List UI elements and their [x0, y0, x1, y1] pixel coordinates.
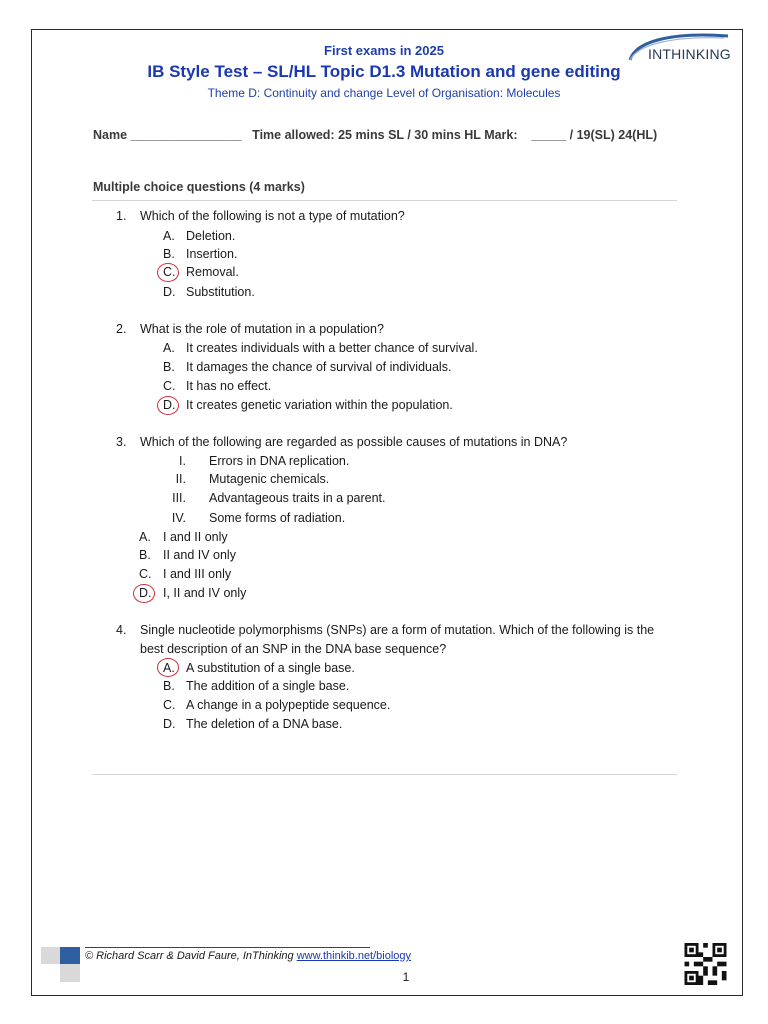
option-text: It creates genetic variation within the population. [186, 398, 453, 412]
option-text: Substitution. [186, 285, 255, 299]
option-letter: C. [163, 265, 176, 279]
section-divider [92, 200, 677, 201]
option-text: Removal. [186, 265, 239, 279]
student-info-row: Name ________________ Time allowed: 25 mins SL / 30 mins HL Mark: _____ / 19(SL) 24(HL) [93, 128, 658, 142]
option-letter: B. [163, 679, 175, 693]
option-text: I and II only [163, 530, 228, 544]
answer-circle-mark [157, 658, 179, 677]
copyright-text: © Richard Scarr & David Faure, InThinking [85, 950, 297, 962]
statement-numeral: IV. [171, 511, 186, 525]
option-text: It damages the chance of survival of individuals. [186, 360, 452, 374]
bottom-divider [92, 774, 677, 775]
option-letter: B. [163, 247, 175, 261]
question-text-line-2: best description of an SNP in the DNA base sequence? [140, 642, 447, 656]
page-number: 1 [402, 970, 410, 984]
header-subtitle: First exams in 2025 [324, 43, 444, 58]
option-text: I and III only [163, 567, 232, 581]
footer-square-blue [60, 947, 80, 964]
footer-divider [85, 947, 370, 948]
question-number: 2. [116, 322, 127, 336]
footer-square-grey [41, 947, 60, 964]
option-text: A substitution of a single base. [186, 661, 355, 675]
statement-numeral: I. [179, 454, 186, 468]
option-text: A change in a polypeptide sequence. [186, 698, 391, 712]
option-letter: C. [163, 379, 176, 393]
section-heading: Multiple choice questions (4 marks) [93, 180, 305, 194]
option-text: Insertion. [186, 247, 238, 261]
answer-circle-mark [157, 263, 179, 282]
logo-text: INTHINKING [648, 46, 731, 62]
question-number: 3. [116, 435, 127, 449]
option-text: It creates individuals with a better chance of survival. [186, 341, 478, 355]
question-number: 1. [116, 209, 127, 223]
page-title: IB Style Test – SL/HL Topic D1.3 Mutation and gene editing [147, 62, 621, 81]
inthinking-logo [626, 30, 730, 70]
option-letter: A. [163, 341, 175, 355]
footer-copyright [85, 950, 411, 962]
option-text: II and IV only [163, 548, 236, 562]
statement-text: Mutagenic chemicals. [209, 472, 330, 486]
option-letter: B. [163, 360, 175, 374]
option-letter: D. [163, 285, 176, 299]
option-letter: A. [163, 229, 175, 243]
question-text: Which of the following is not a type of mutation? [140, 209, 405, 223]
statement-numeral: III. [172, 491, 186, 505]
option-letter: A. [139, 530, 151, 544]
answer-circle-mark [133, 584, 155, 603]
statement-text: Errors in DNA replication. [209, 454, 350, 468]
option-text: The deletion of a DNA base. [186, 717, 343, 731]
option-text: The addition of a single base. [186, 679, 350, 693]
statement-numeral: II. [175, 472, 186, 486]
question-number: 4. [116, 623, 127, 637]
page-border [31, 29, 743, 996]
option-text: I, II and IV only [163, 586, 247, 600]
footer-link[interactable]: www.thinkib.net/biology [296, 950, 412, 962]
option-text: It has no effect. [186, 379, 272, 393]
option-letter: C. [139, 567, 152, 581]
header-theme: Theme D: Continuity and change Level of Organisation: Molecules [207, 86, 561, 100]
statement-text: Advantageous traits in a parent. [209, 491, 386, 505]
qr-code-icon [683, 943, 728, 985]
option-letter: B. [139, 548, 151, 562]
option-text: Deletion. [186, 229, 236, 243]
option-letter: D. [139, 586, 152, 600]
option-letter: D. [163, 717, 176, 731]
question-text: What is the role of mutation in a population? [140, 322, 384, 336]
answer-circle-mark [157, 396, 179, 415]
statement-text: Some forms of radiation. [209, 511, 346, 525]
option-letter: C. [163, 698, 176, 712]
option-letter: A. [163, 661, 175, 675]
option-letter: D. [163, 398, 176, 412]
question-text-line-1: Single nucleotide polymorphisms (SNPs) are a form of mutation. Which of the following is the [140, 623, 655, 637]
question-text: Which of the following are regarded as possible causes of mutations in DNA? [140, 435, 568, 449]
